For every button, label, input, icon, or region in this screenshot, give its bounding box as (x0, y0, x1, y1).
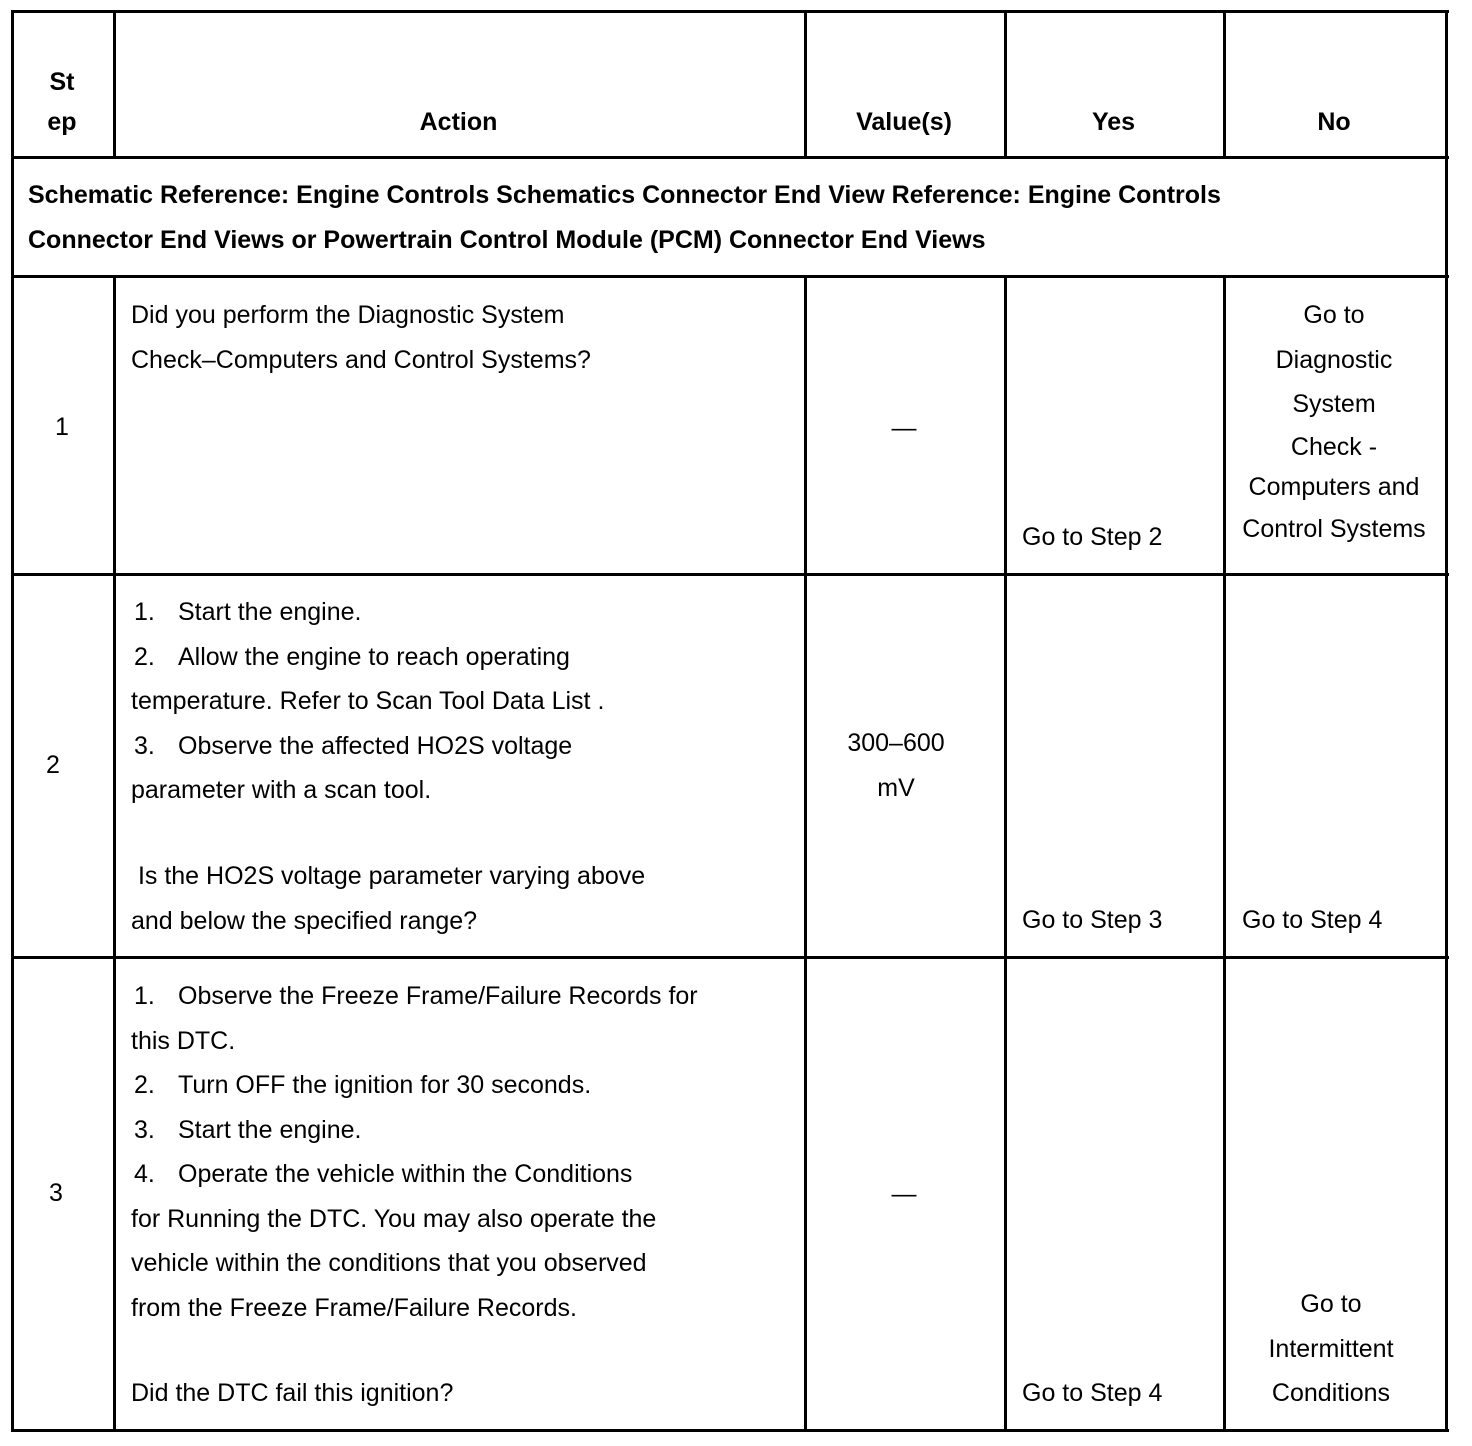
value-text: — (891, 414, 917, 442)
action-step (131, 724, 791, 769)
action-step (131, 1063, 791, 1108)
no-line: System (1292, 390, 1376, 418)
row-divider-2 (11, 956, 1449, 959)
step-num: 3. (134, 1115, 155, 1144)
action-step (131, 590, 791, 635)
step-text: Observe the Freeze Frame/Failure Records for (178, 982, 698, 1010)
no-line: Control Systems (1242, 514, 1426, 543)
header-divider (11, 156, 1449, 159)
step-number: 2 (46, 751, 60, 779)
yes-link[interactable]: Go to Step 2 (1022, 523, 1163, 551)
no-line: Computers and (1248, 472, 1420, 501)
header-action: Action (419, 108, 498, 136)
action-step (131, 635, 791, 680)
col-divider-step (113, 275, 116, 1432)
value-line: 300–600 (847, 729, 945, 757)
table-border-right (1445, 10, 1448, 1432)
schematic-reference (28, 173, 1438, 262)
table-border-bottom (11, 1429, 1449, 1432)
step-text: Allow the engine to reach operating (178, 642, 570, 671)
header-step-line: ep (47, 108, 77, 136)
step-text: Operate the vehicle within the Conditions (178, 1160, 633, 1188)
action-line: Check–Computers and Control Systems? (131, 345, 591, 374)
step-num: 1. (134, 598, 155, 626)
step-text: Start the engine. (178, 598, 362, 626)
table-border-left (11, 10, 14, 1432)
step-num: 3. (134, 731, 155, 760)
step-text: Observe the affected HO2S voltage (178, 731, 573, 760)
no-line: Go to (1303, 301, 1365, 329)
no-link[interactable]: Go to Step 4 (1242, 906, 1383, 934)
action-line: this DTC. (131, 1026, 236, 1055)
step-number: 3 (49, 1179, 63, 1207)
action-line: parameter with a scan tool. (131, 776, 432, 804)
diagnostic-table (11, 10, 1449, 1433)
yes-link[interactable]: Go to Step 4 (1022, 1379, 1163, 1407)
step-num: 2. (134, 1071, 155, 1099)
action-step (131, 974, 791, 1019)
no-line: Intermittent (1268, 1334, 1394, 1363)
action-line: Did you perform the Diagnostic System (131, 301, 565, 329)
reference-divider (11, 275, 1449, 278)
action-text (131, 974, 791, 1330)
table-border-top (11, 10, 1449, 13)
col-divider-value (1004, 275, 1007, 1432)
action-line: vehicle within the conditions that you observed (131, 1249, 647, 1277)
step-text: Start the engine. (178, 1115, 362, 1144)
step-num: 2. (134, 642, 155, 671)
header-step (11, 62, 113, 142)
no-line: Conditions (1271, 1379, 1391, 1407)
action-text (131, 293, 791, 382)
no-link[interactable] (1223, 293, 1445, 551)
row-divider-1 (11, 573, 1449, 576)
header-no: No (1317, 108, 1351, 136)
no-line: Check - (1290, 432, 1378, 461)
question-line: Is the HO2S voltage parameter varying above (131, 862, 646, 890)
action-line: for Running the DTC. You may also operate the (131, 1204, 657, 1233)
action-line: temperature. Refer to Scan Tool Data List . (131, 687, 605, 715)
reference-line: Schematic Reference: Engine Controls Schematics Connector End View Reference: Engine Controls (28, 181, 1221, 209)
step-num: 1. (134, 982, 155, 1010)
no-line: Go to (1300, 1290, 1362, 1318)
action-text (131, 590, 791, 813)
action-step (131, 1152, 791, 1197)
action-line: from the Freeze Frame/Failure Records. (131, 1293, 577, 1322)
reference-line: Connector End Views or Powertrain Control Module (PCM) Connector End Views (28, 225, 986, 254)
no-line: Diagnostic (1275, 345, 1393, 374)
header-step-line: St (49, 68, 75, 96)
value-line: mV (877, 773, 915, 802)
action-step (131, 1108, 791, 1153)
yes-link[interactable]: Go to Step 3 (1022, 906, 1163, 934)
value-text (804, 721, 988, 810)
no-link[interactable] (1223, 1282, 1439, 1416)
action-question: Did the DTC fail this ignition? (131, 1379, 454, 1407)
step-text: Turn OFF the ignition for 30 seconds. (178, 1071, 592, 1099)
step-num: 4. (134, 1160, 155, 1188)
action-question (131, 854, 791, 943)
value-text: — (891, 1180, 917, 1208)
question-line: and below the specified range? (131, 906, 478, 935)
step-number: 1 (55, 413, 69, 441)
header-values: Value(s) (856, 108, 952, 136)
header-yes: Yes (1091, 108, 1136, 136)
